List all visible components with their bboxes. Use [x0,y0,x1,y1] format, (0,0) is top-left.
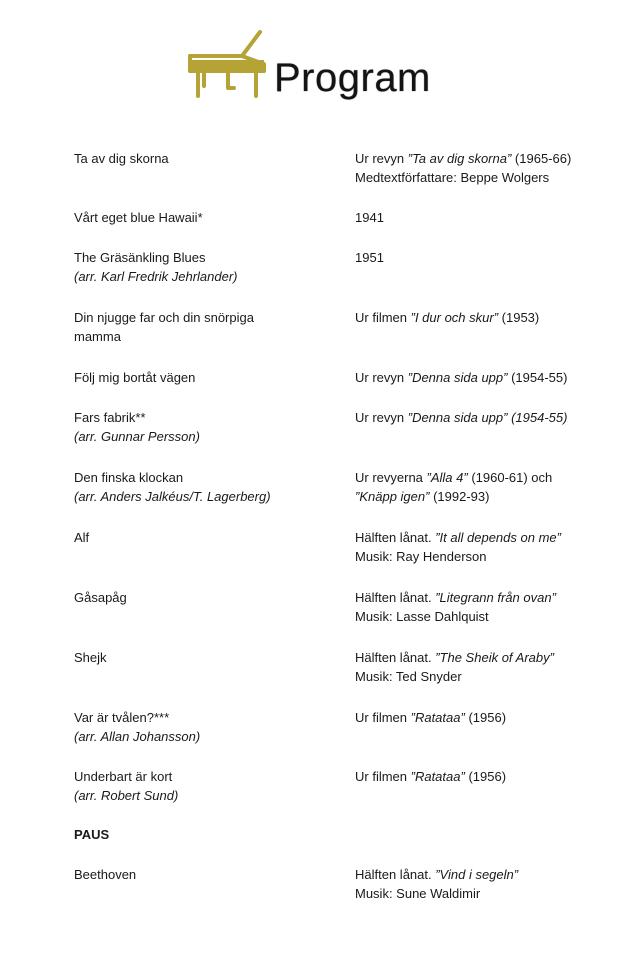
song-info-line: Medtextförfattare: Beppe Wolgers [355,170,550,185]
program-row-2 [74,208,614,227]
song-info-line: Ur revyn ”Ta av dig skorna” (1965-66) [355,151,572,166]
arranger: (arr. Anders Jalkéus/T. Lagerberg) [74,489,271,504]
song-title: Gåsapåg [74,590,127,605]
arranger: (arr. Gunnar Persson) [74,429,200,444]
song-title: The Gräsänkling Blues [74,250,206,265]
song-info-line: Musik: Lasse Dahlquist [355,609,489,624]
song-info-line: Ur filmen ”Ratataa” (1956) [355,769,507,784]
song-info-line: Hälften lånat. ”The Sheik of Araby” [355,650,554,665]
arranger: (arr. Allan Johansson) [74,729,201,744]
program-header [184,26,431,100]
song-info-line: Hälften lånat. ”It all depends on me” [355,530,561,545]
song-info-line: 1951 [355,250,384,265]
program-row-8 [74,528,614,566]
song-info-line: Musik: Ray Henderson [355,549,487,564]
program-row-12 [74,767,614,805]
song-title: Beethoven [74,867,137,882]
program-list [74,149,614,903]
intermission-label: PAUS [74,827,110,842]
song-info-line: Ur filmen ”Ratataa” (1956) [355,710,507,725]
song-title: Var är tvålen?*** [74,710,170,725]
page-title: Program [274,56,431,100]
song-title: Fars fabrik** [74,410,146,425]
song-title: Vårt eget blue Hawaii* [74,210,203,225]
arranger: (arr. Karl Fredrik Jehrlander) [74,269,238,284]
song-info-line: Musik: Sune Waldimir [355,886,481,901]
program-row-6 [74,408,614,446]
song-info-line: Musik: Ted Snyder [355,669,462,684]
song-info-line: 1941 [355,210,384,225]
song-title: Din njugge far och din snörpiga [74,310,254,325]
song-info-line: ”Knäpp igen” (1992-93) [355,489,490,504]
program-row-9 [74,588,614,626]
program-row-5 [74,368,614,387]
program-row-13 [74,825,614,844]
song-info-line: Ur revyn ”Denna sida upp” (1954-55) [355,410,568,425]
song-info-line: Hälften lånat. ”Litegrann från ovan” [355,590,556,605]
song-info-line: Ur filmen ”I dur och skur” (1953) [355,310,540,325]
song-title: Den finska klockan [74,470,184,485]
song-title: Följ mig bortåt vägen [74,370,196,385]
program-row-3 [74,248,614,286]
song-title: Underbart är kort [74,769,173,784]
program-row-7 [74,468,614,506]
program-row-4 [74,308,614,346]
song-title: Ta av dig skorna [74,151,169,166]
song-info-line: Hälften lånat. ”Vind i segeln” [355,867,519,882]
song-title-cont: mamma [74,329,121,344]
program-row-14 [74,865,614,903]
piano-icon [184,26,266,100]
song-title: Shejk [74,650,107,665]
program-row-10 [74,648,614,686]
arranger: (arr. Robert Sund) [74,788,179,803]
program-row-11 [74,708,614,746]
song-title: Alf [74,530,90,545]
song-info-line: Ur revyerna ”Alla 4” (1960-61) och [355,470,553,485]
program-row-1 [74,149,614,187]
song-info-line: Ur revyn ”Denna sida upp” (1954-55) [355,370,568,385]
